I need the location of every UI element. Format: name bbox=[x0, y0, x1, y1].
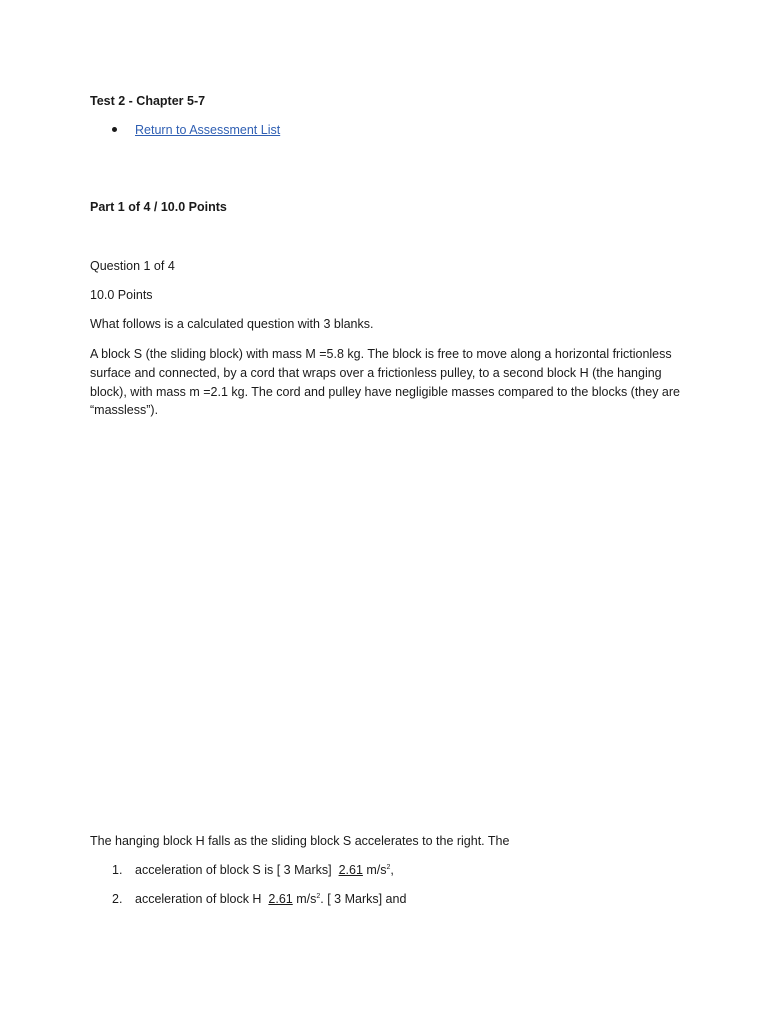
question-number: Question 1 of 4 bbox=[90, 259, 175, 273]
part-heading: Part 1 of 4 / 10.0 Points bbox=[90, 200, 227, 214]
question-points: 10.0 Points bbox=[90, 288, 153, 302]
item-unit: m/s bbox=[292, 892, 317, 906]
return-to-assessment-list-link[interactable]: Return to Assessment List bbox=[135, 123, 281, 137]
item-text: acceleration of block H bbox=[135, 892, 269, 906]
answer-item-1 bbox=[112, 863, 394, 877]
item-number: 1. bbox=[112, 863, 123, 877]
answer-blank[interactable]: 2.61 bbox=[338, 863, 363, 877]
unit-exponent: 2 bbox=[386, 863, 391, 871]
answer-blank[interactable]: 2.61 bbox=[268, 892, 293, 906]
return-link-item bbox=[112, 123, 280, 137]
item-number: 2. bbox=[112, 892, 123, 906]
item-unit: m/s bbox=[362, 863, 387, 877]
page-title: Test 2 - Chapter 5-7 bbox=[90, 94, 206, 108]
item-trailing: . [ 3 Marks] and bbox=[320, 892, 407, 906]
unit-exponent: 2 bbox=[316, 892, 321, 900]
answer-item-2 bbox=[112, 892, 406, 906]
bullet-icon bbox=[112, 127, 117, 132]
question-lead-in: The hanging block H falls as the sliding block S accelerates to the right. The bbox=[90, 834, 510, 848]
question-description: A block S (the sliding block) with mass M =5.8 kg. The block is free to move along a horizontal frictionless surface and connected, by a cord that wraps over a frictionless pulley, to a second block H (the hanging block), with mass m =2.1 kg. The cord and pulley have negligible masses compared to the blocks (they are “massless”). bbox=[90, 347, 680, 418]
item-trailing: , bbox=[390, 863, 394, 877]
item-text: acceleration of block S is [ 3 Marks] bbox=[135, 863, 339, 877]
question-intro: What follows is a calculated question with 3 blanks. bbox=[90, 317, 374, 331]
